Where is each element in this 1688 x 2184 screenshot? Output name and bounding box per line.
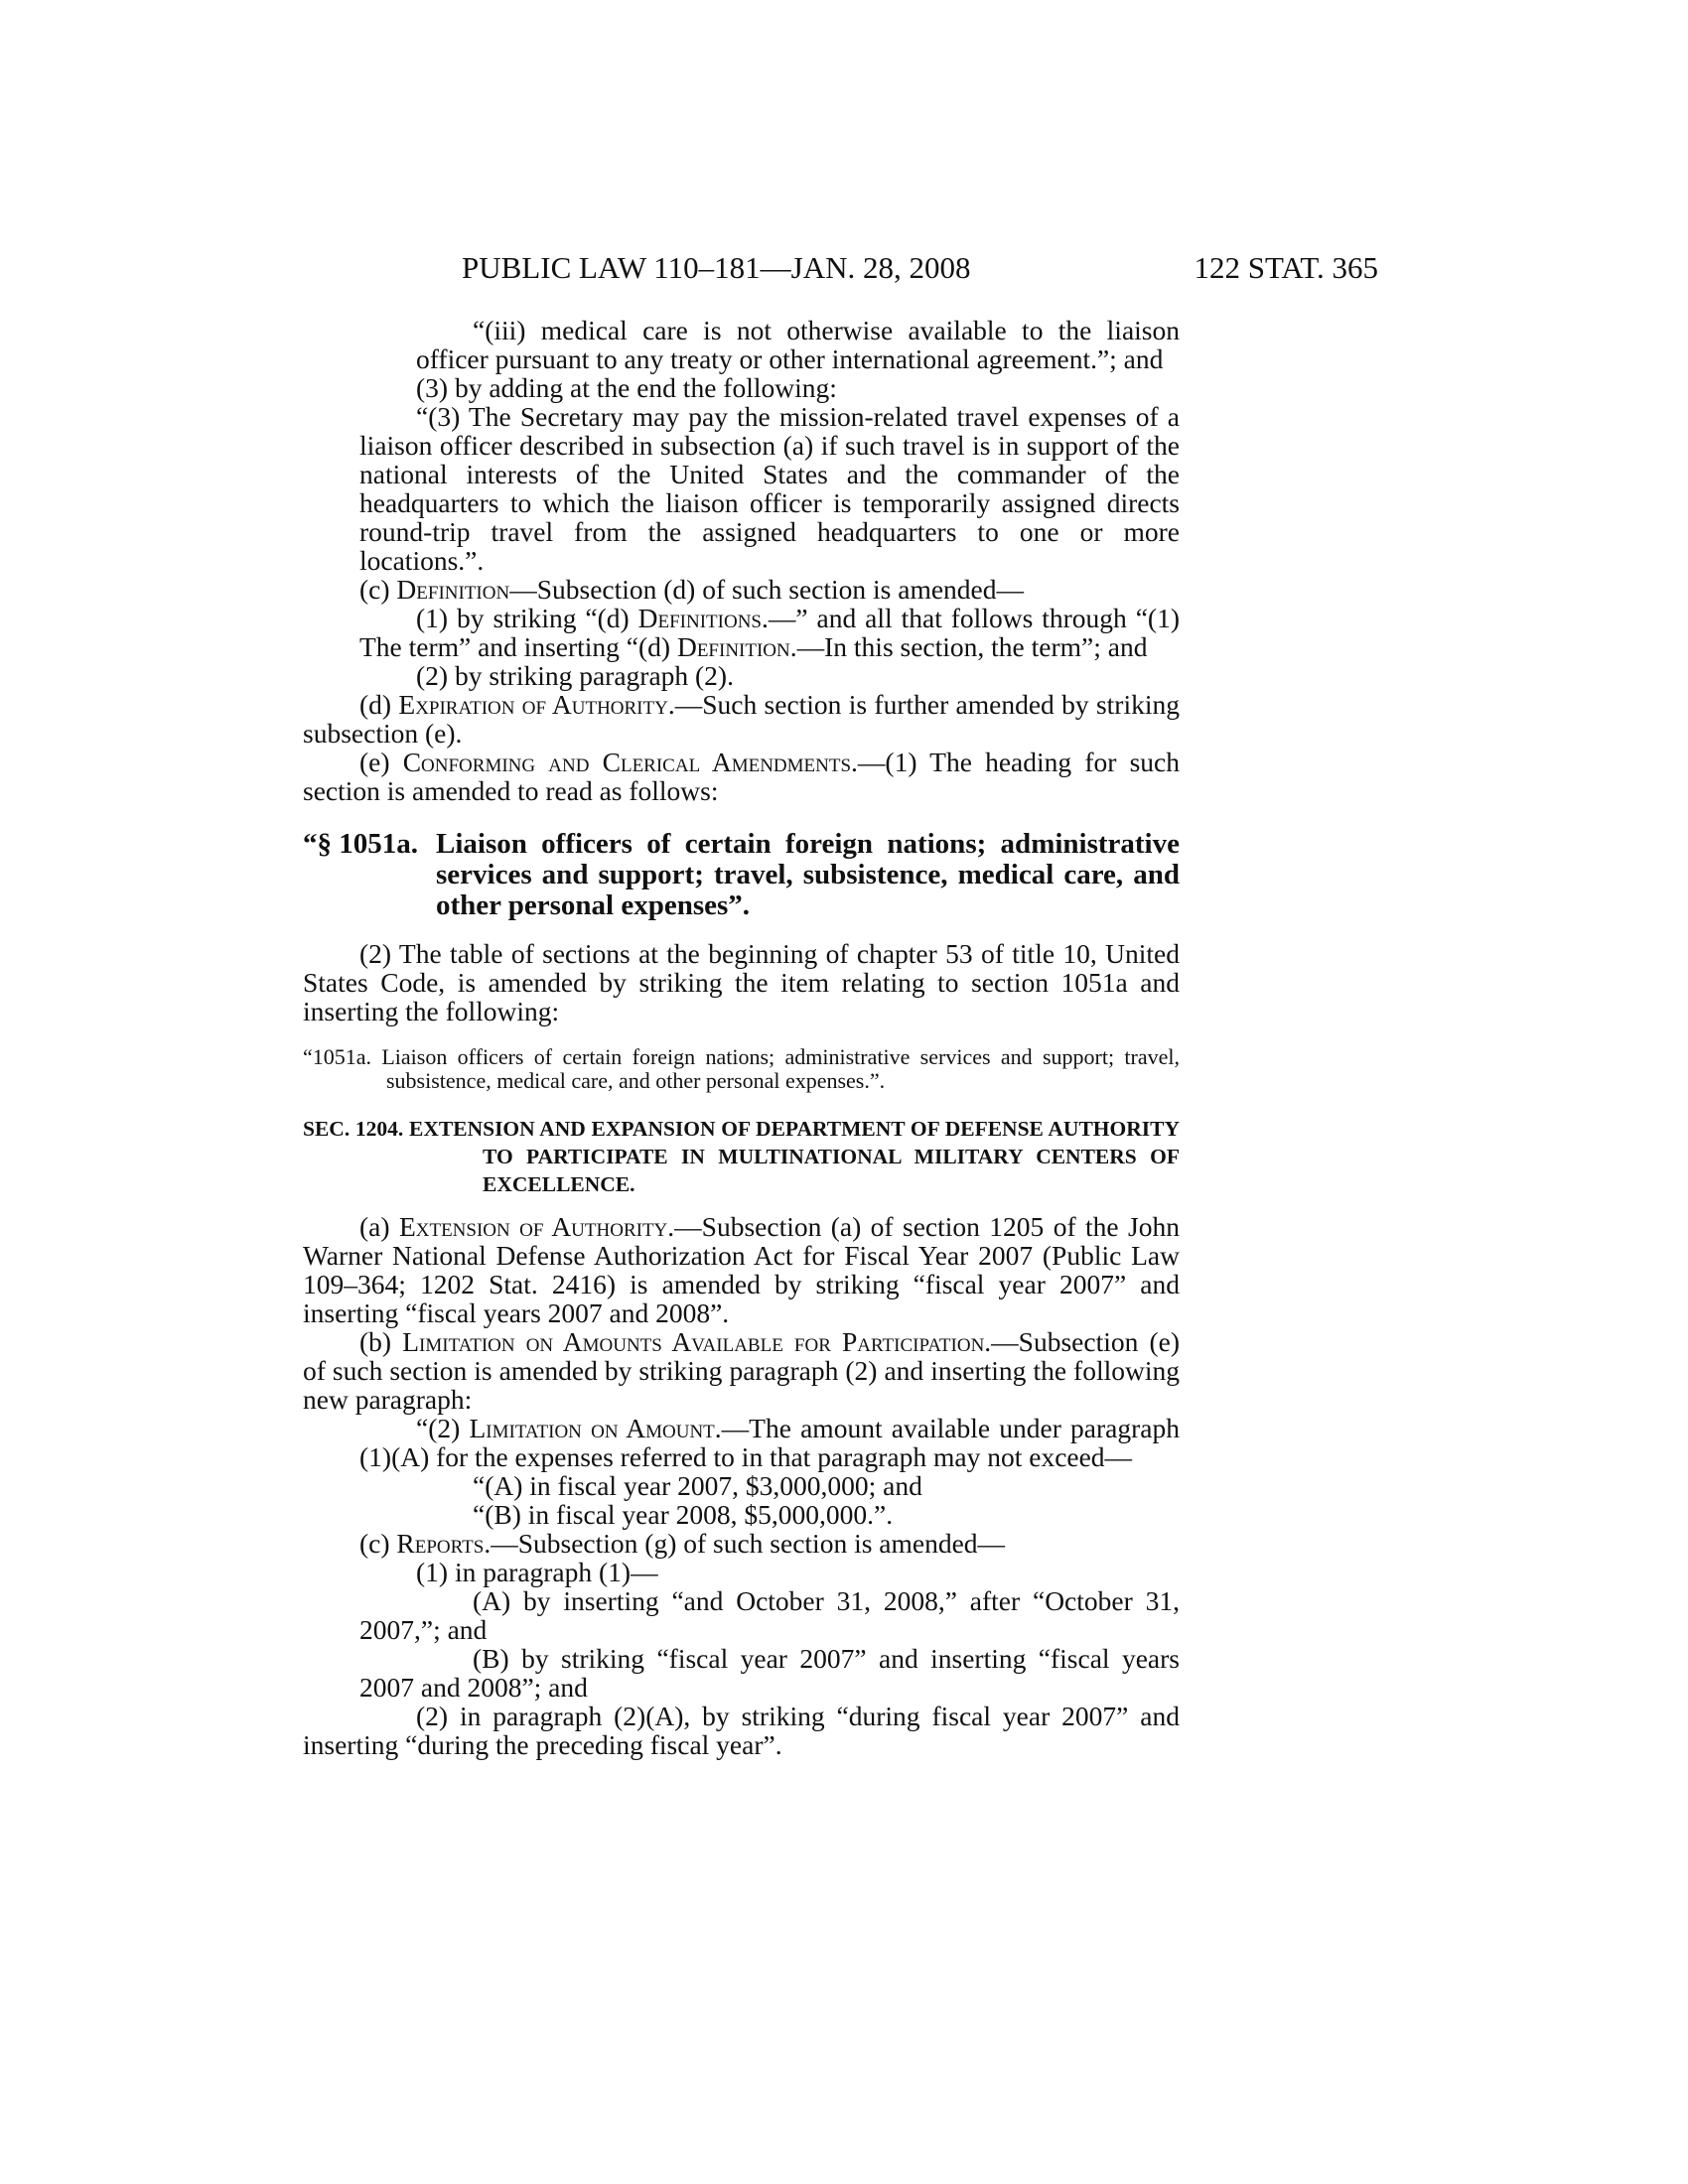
running-head: PUBLIC LAW 110–181—JAN. 28, 2008 [462, 250, 971, 285]
text: (2) by striking paragraph (2). [416, 660, 734, 691]
subparagraph-b-striking [303, 1644, 1180, 1702]
caption-limitation: Limitation on Amounts Available for Participation [402, 1326, 985, 1357]
subsection-d-expiration: (d) Expiration of Authority.—Such section is further amended by striking subsection (e). [303, 689, 1180, 749]
text: .—In this section, the term”; and [789, 631, 1148, 662]
caption-definition-2: Definition [676, 631, 790, 662]
text: (2) in paragraph (2)(A), by striking “during fiscal year 2007” and inserting “during the preceding fiscal year”. [303, 1701, 1180, 1760]
text: (B) by striking “fiscal year 2007” and inserting “fiscal years 2007 and 2008”; and [359, 1643, 1180, 1703]
text: .—(1) The heading for such section is amended to read as follows: [303, 747, 1180, 806]
table-of-sections-item: “1051a. Liaison officers of certain foreign nations; administrative services and support; travel, subsistence, medical care, and other personal expenses.”. [303, 1044, 1180, 1093]
text: (1) in paragraph (1)— [416, 1557, 658, 1587]
paragraph-3-quoted [303, 402, 1180, 575]
paragraph-2-in-paragraph [303, 1702, 1180, 1759]
text: .—Subsection (e) of such section is amended by striking paragraph (2) and inserting the following new paragraph: [303, 1326, 1180, 1415]
paragraph-3-adding [303, 373, 1180, 402]
sec-title-text: EXTENSION AND EXPANSION OF DEPARTMENT OF DEFENSE AUTHORITY TO PARTICIPATE IN MULTINATIONAL MILITARY CENTERS OF EXCELLENCE. [409, 1117, 1180, 1196]
text: “(3) The Secretary may pay the mission-related travel expenses of a liaison officer described in subsection (a) if such travel is in support of the national interests of the United States and the commander of the headquarters to which the liaison officer is temporarily assigned directs round-trip travel from the assigned headquarters to one or more locations.”. [359, 401, 1180, 576]
caption-reports: Reports [396, 1528, 485, 1559]
caption-conforming: Conforming and Clerical Amendments [402, 747, 852, 777]
text: (3) by adding at the end the following: [416, 372, 837, 403]
caption-definition: Definition [396, 574, 510, 605]
paragraph-1-in-paragraph [303, 1558, 1180, 1586]
paragraph-2-striking [303, 661, 1180, 690]
text: (2) The table of sections at the beginning of chapter 53 of title 10, United States Code, is amended by striking the item relating to section 1051a and inserting the following: [303, 938, 1180, 1026]
text: —Subsection (d) of such section is amended— [509, 574, 1025, 605]
text: “(B) in fiscal year 2008, $5,000,000.”. [473, 1499, 894, 1530]
caption-expiration: Expiration of Authority [398, 689, 668, 720]
text: (A) by inserting “and October 31, 2008,” after “October 31, 2007,”; and [359, 1585, 1180, 1645]
text: .—Subsection (a) of section 1205 of the John Warner National Defense Authorization Act for Fiscal Year 2007 (Public Law 109–364; 1202 Stat. 2416) is amended by striking “fiscal year 2007” and inserting “fiscal years 2007 and 2008”. [303, 1211, 1180, 1328]
paragraph-2-table [303, 939, 1180, 1025]
subsection-e-conforming: (e) Conforming and Clerical Amendments.—(1) The heading for such section is amended to read as follows: [303, 747, 1180, 806]
section-1051a-heading [303, 829, 1180, 921]
text: .—Such section is further amended by striking subsection (e). [303, 689, 1180, 749]
text: “(iii) medical care is not otherwise available to the liaison officer pursuant to any treaty or other international agreement.”; and [416, 315, 1180, 374]
paragraph-1-striking [303, 604, 1180, 661]
subparagraph-a-inserting [303, 1586, 1180, 1644]
paragraph-iii [303, 316, 1180, 373]
subsection-c-reports: (c) Reports.—Subsection (g) of such section is amended— [359, 1528, 1006, 1559]
text: .—Subsection (g) of such section is amended— [484, 1528, 1006, 1559]
subsection-a-extension: (a) Extension of Authority.—Subsection (a) of section 1205 of the John Warner National Defense Authorization Act for Fiscal Year 2007 (Public Law 109–364; 1202 Stat. 2416) is amended by striking “fiscal year 2007” and inserting “fiscal years 2007 and 2008”. [303, 1211, 1180, 1328]
subsection-b-limitation: (b) Limitation on Amounts Available for Participation.—Subsection (e) of such section is amended by striking paragraph (2) and inserting the following new paragraph: [303, 1326, 1180, 1415]
document-body [303, 316, 1180, 1759]
text: “(A) in fiscal year 2007, $3,000,000; and [473, 1470, 922, 1501]
subparagraph-a-2007 [303, 1471, 1180, 1500]
text: (1) by striking “(d) [416, 603, 638, 633]
stat-page-number: 122 STAT. 365 [1194, 250, 1378, 285]
section-1204-title [303, 1115, 1180, 1198]
sec-number: SEC. 1204. [303, 1117, 404, 1141]
caption-extension: Extension of Authority [398, 1211, 668, 1242]
page-header [303, 250, 1378, 290]
caption-limitation-amount: Limitation on Amount [469, 1413, 715, 1443]
caption-definitions: Definitions [637, 603, 762, 633]
paragraph-2-limitation-amount: “(2) Limitation on Amount.—The amount available under paragraph (1)(A) for the expenses referred to in that paragraph may not exceed— [359, 1413, 1180, 1472]
text: .—” and all that follows through “(1) The term” and inserting “(d) [359, 603, 1180, 662]
section-number: “§ 1051a. [303, 828, 418, 860]
text: .—The amount available under paragraph (1)(A) for the expenses referred to in that paragraph may not exceed— [359, 1413, 1180, 1472]
subparagraph-b-2008 [303, 1500, 1180, 1529]
subsection-c-definition: (c) Definition—Subsection (d) of such section is amended— [359, 574, 1025, 605]
section-heading-text: Liaison officers of certain foreign nations; administrative services and support; travel, subsistence, medical care, and other personal expenses”. [436, 828, 1180, 921]
